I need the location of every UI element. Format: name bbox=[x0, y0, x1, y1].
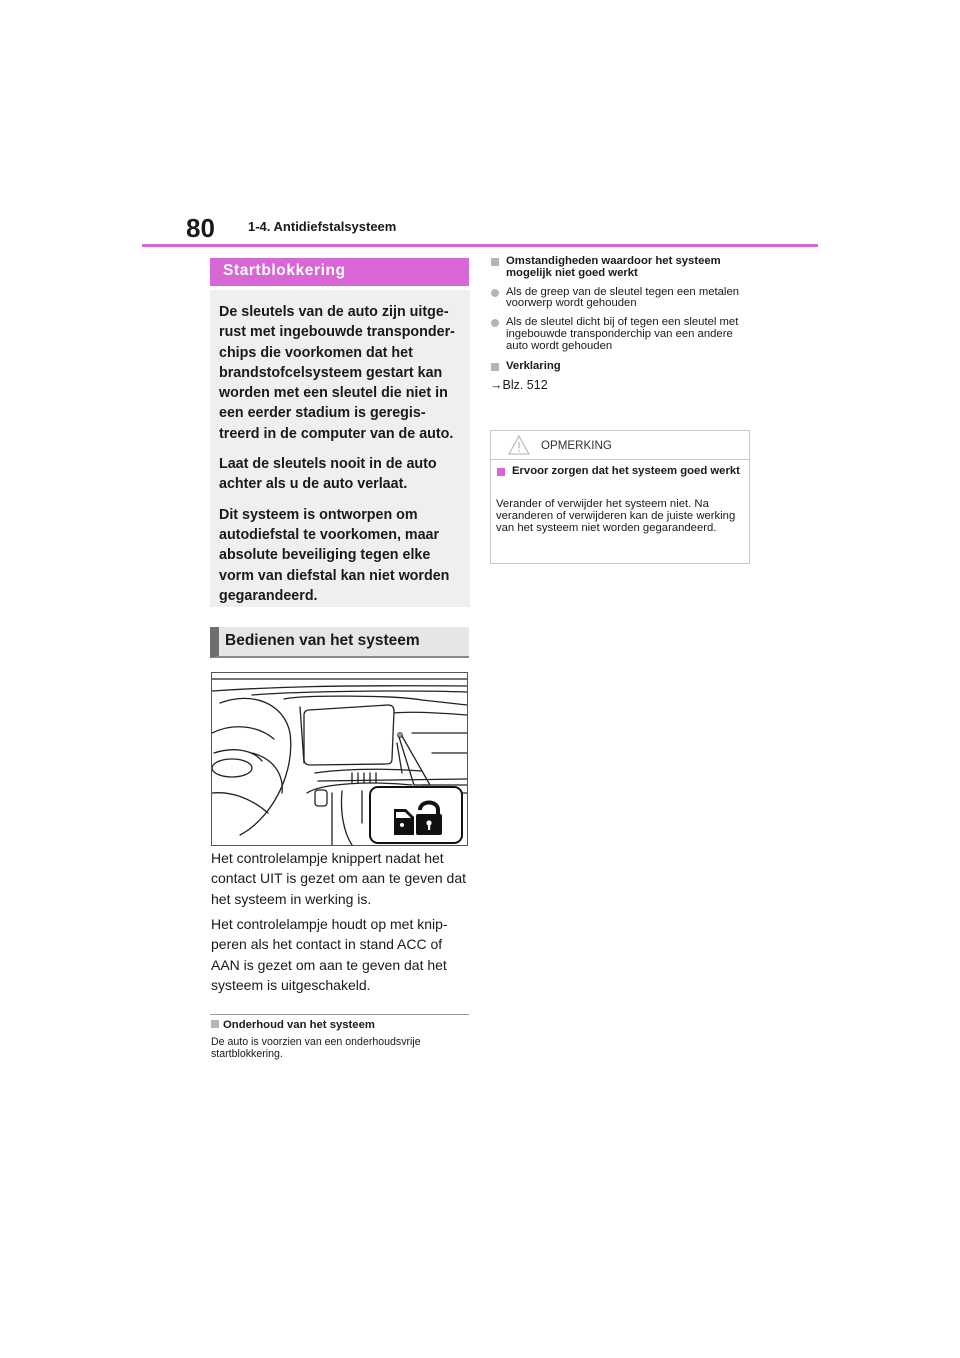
note-title-bar bbox=[491, 431, 749, 460]
intro-paragraph-3: Dit systeem is ontworpen om autodiefstal te voorkomen, maar absolute beveiliging tegen elke vorm van diefstal kan niet worden gegarandeerd. bbox=[219, 506, 450, 604]
list-item-text: Als de greep van de sleutel tegen een metalen voorwerp wordt gehouden bbox=[506, 285, 740, 310]
omstandigheden-heading bbox=[490, 256, 752, 280]
page-number: 80 bbox=[186, 213, 215, 243]
divider bbox=[210, 1014, 469, 1015]
intro-paragraph-2: Laat de sleutels nooit in de auto achter als u de auto verlaat. bbox=[219, 456, 437, 493]
list-item bbox=[490, 287, 752, 311]
verklaring-heading bbox=[490, 361, 752, 373]
section-title-startblokkering: Startblokkering bbox=[210, 258, 469, 286]
note-heading-text: Ervoor zorgen dat het systeem goed werkt bbox=[512, 465, 740, 477]
onderhoud-text: De auto is voorzien van een onderhoudsvrije startblokkering. bbox=[211, 1036, 421, 1060]
intro-paragraph-1: De sleutels van de auto zijn uitge-rust met ingebouwde transponder-chips die voorkomen dat het brandstofcelsysteem gestart kan worden met een sleutel die niet in een eerder stadium is geregis-treerd in de computer van de auto. bbox=[219, 304, 455, 442]
warning-triangle-icon bbox=[508, 435, 530, 455]
square-bullet-icon bbox=[211, 1020, 219, 1028]
header-rule bbox=[142, 244, 818, 247]
intro-box bbox=[210, 290, 470, 607]
round-bullet-icon bbox=[491, 289, 499, 297]
note-text: Verander of verwijder het systeem niet. Na veranderen of verwijderen kan de juiste werking van het systeem niet worden gegarandeerd. bbox=[496, 498, 736, 534]
note-heading bbox=[496, 466, 757, 478]
dashboard-illustration bbox=[211, 672, 468, 846]
section-header: 1-4. Antidiefstalsysteem bbox=[248, 219, 397, 234]
onderhoud-heading-text: Onderhoud van het systeem bbox=[223, 1019, 375, 1031]
list-item-text: Als de sleutel dicht bij of tegen een sleutel met ingebouwde transponderchip van een andere auto wordt gehouden bbox=[506, 316, 739, 352]
omstandigheden-section bbox=[490, 256, 752, 392]
verklaring-page-reference[interactable]: →Blz. 512 bbox=[490, 378, 548, 393]
dashboard-drawing bbox=[212, 673, 467, 845]
onderhoud-heading bbox=[211, 1019, 375, 1031]
square-bullet-icon bbox=[491, 363, 499, 371]
bedienen-paragraph-1: Het controlelampje knippert nadat het contact UIT is gezet om aan te geven dat het systeem in werking is. bbox=[211, 850, 467, 907]
bedienen-paragraph-2: Het controlelampje houdt op met knip-peren als het contact in stand ACC of AAN is gezet om aan te geven dat het systeem is uitgeschakeld. bbox=[211, 916, 448, 993]
square-bullet-icon bbox=[497, 468, 505, 476]
note-label: OPMERKING bbox=[541, 439, 612, 452]
verklaring-heading-text: Verklaring bbox=[506, 359, 561, 372]
note-box bbox=[490, 430, 750, 564]
section-title-bedienen: Bedienen van het systeem bbox=[210, 627, 469, 658]
round-bullet-icon bbox=[491, 319, 499, 327]
list-item bbox=[490, 317, 752, 352]
square-bullet-icon bbox=[491, 258, 499, 266]
omstandigheden-heading-text: Omstandigheden waardoor het systeem mogelijk niet goed werkt bbox=[506, 255, 721, 279]
